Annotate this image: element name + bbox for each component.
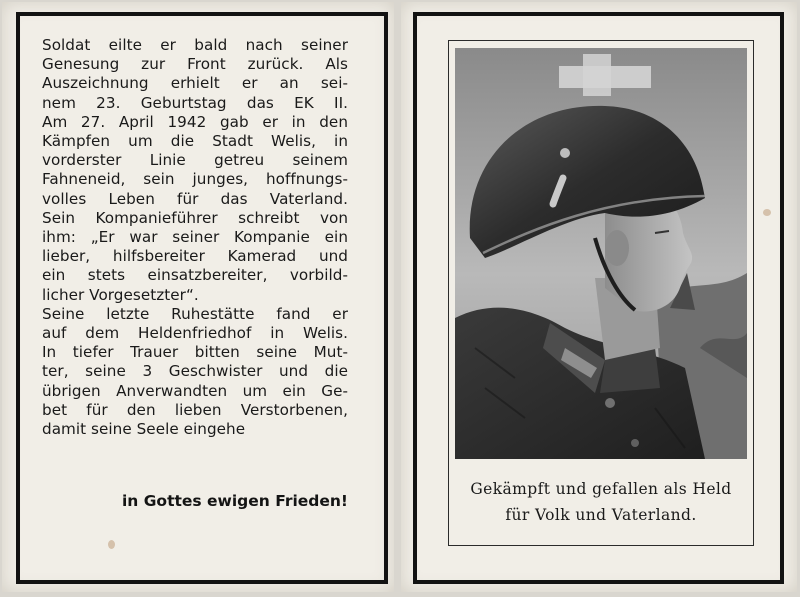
obituary-line: bet für den lieben Verstorbenen, bbox=[42, 400, 348, 419]
portrait-caption bbox=[448, 476, 754, 528]
soldier-portrait bbox=[455, 48, 747, 459]
obituary-line: Sein Kompanieführer schreibt von bbox=[42, 208, 348, 227]
caption-line-2: für Volk und Vaterland. bbox=[505, 506, 697, 524]
obituary-line: In tiefer Trauer bitten seine Mut- bbox=[42, 343, 348, 362]
obituary-text bbox=[42, 36, 348, 439]
obituary-line: Kämpfen um die Stadt Welis, in bbox=[42, 132, 348, 151]
obituary-line: volles Leben für das Vaterland. bbox=[42, 189, 348, 208]
obituary-line: nem 23. Geburtstag das EK II. bbox=[42, 93, 348, 112]
soldier-portrait-image bbox=[455, 48, 747, 459]
obituary-line: Fahneneid, sein junges, hoffnungs- bbox=[42, 170, 348, 189]
obituary-line: licher Vorgesetzter“. bbox=[42, 285, 199, 304]
paper-stain bbox=[763, 209, 771, 216]
obituary-line: damit seine Seele eingehe bbox=[42, 420, 246, 439]
obituary-line: lieber, hilfsbereiter Kamerad und bbox=[42, 247, 348, 266]
obituary-line: ihm: „Er war seiner Kompanie ein bbox=[42, 228, 348, 247]
obituary-line: Soldat eilte er bald nach seiner bbox=[42, 36, 348, 54]
obituary-line: ter, seine 3 Geschwister und die bbox=[42, 362, 348, 381]
caption-line-1: Gekämpft und gefallen als Held bbox=[470, 480, 732, 498]
obituary-line: Genesung zur Front zurück. Als bbox=[42, 55, 348, 74]
closing-line: in Gottes ewigen Frieden! bbox=[121, 492, 348, 510]
obituary-line: Auszeichnung erhielt er an sei- bbox=[42, 74, 348, 93]
obituary-line: vorderster Linie getreu seinem bbox=[42, 151, 348, 170]
obituary-line: Am 27. April 1942 gab er in den bbox=[42, 112, 348, 131]
left-card-page bbox=[2, 2, 394, 592]
paper-stain bbox=[108, 540, 115, 549]
obituary-line: übrigen Anverwandten um ein Ge- bbox=[42, 381, 348, 400]
obituary-line: auf dem Heldenfriedhof in Welis. bbox=[42, 324, 348, 343]
right-card-page bbox=[401, 2, 797, 592]
obituary-line: Seine letzte Ruhestätte fand er bbox=[42, 304, 348, 323]
obituary-line: ein stets einsatzbereiter, vorbild- bbox=[42, 266, 348, 285]
